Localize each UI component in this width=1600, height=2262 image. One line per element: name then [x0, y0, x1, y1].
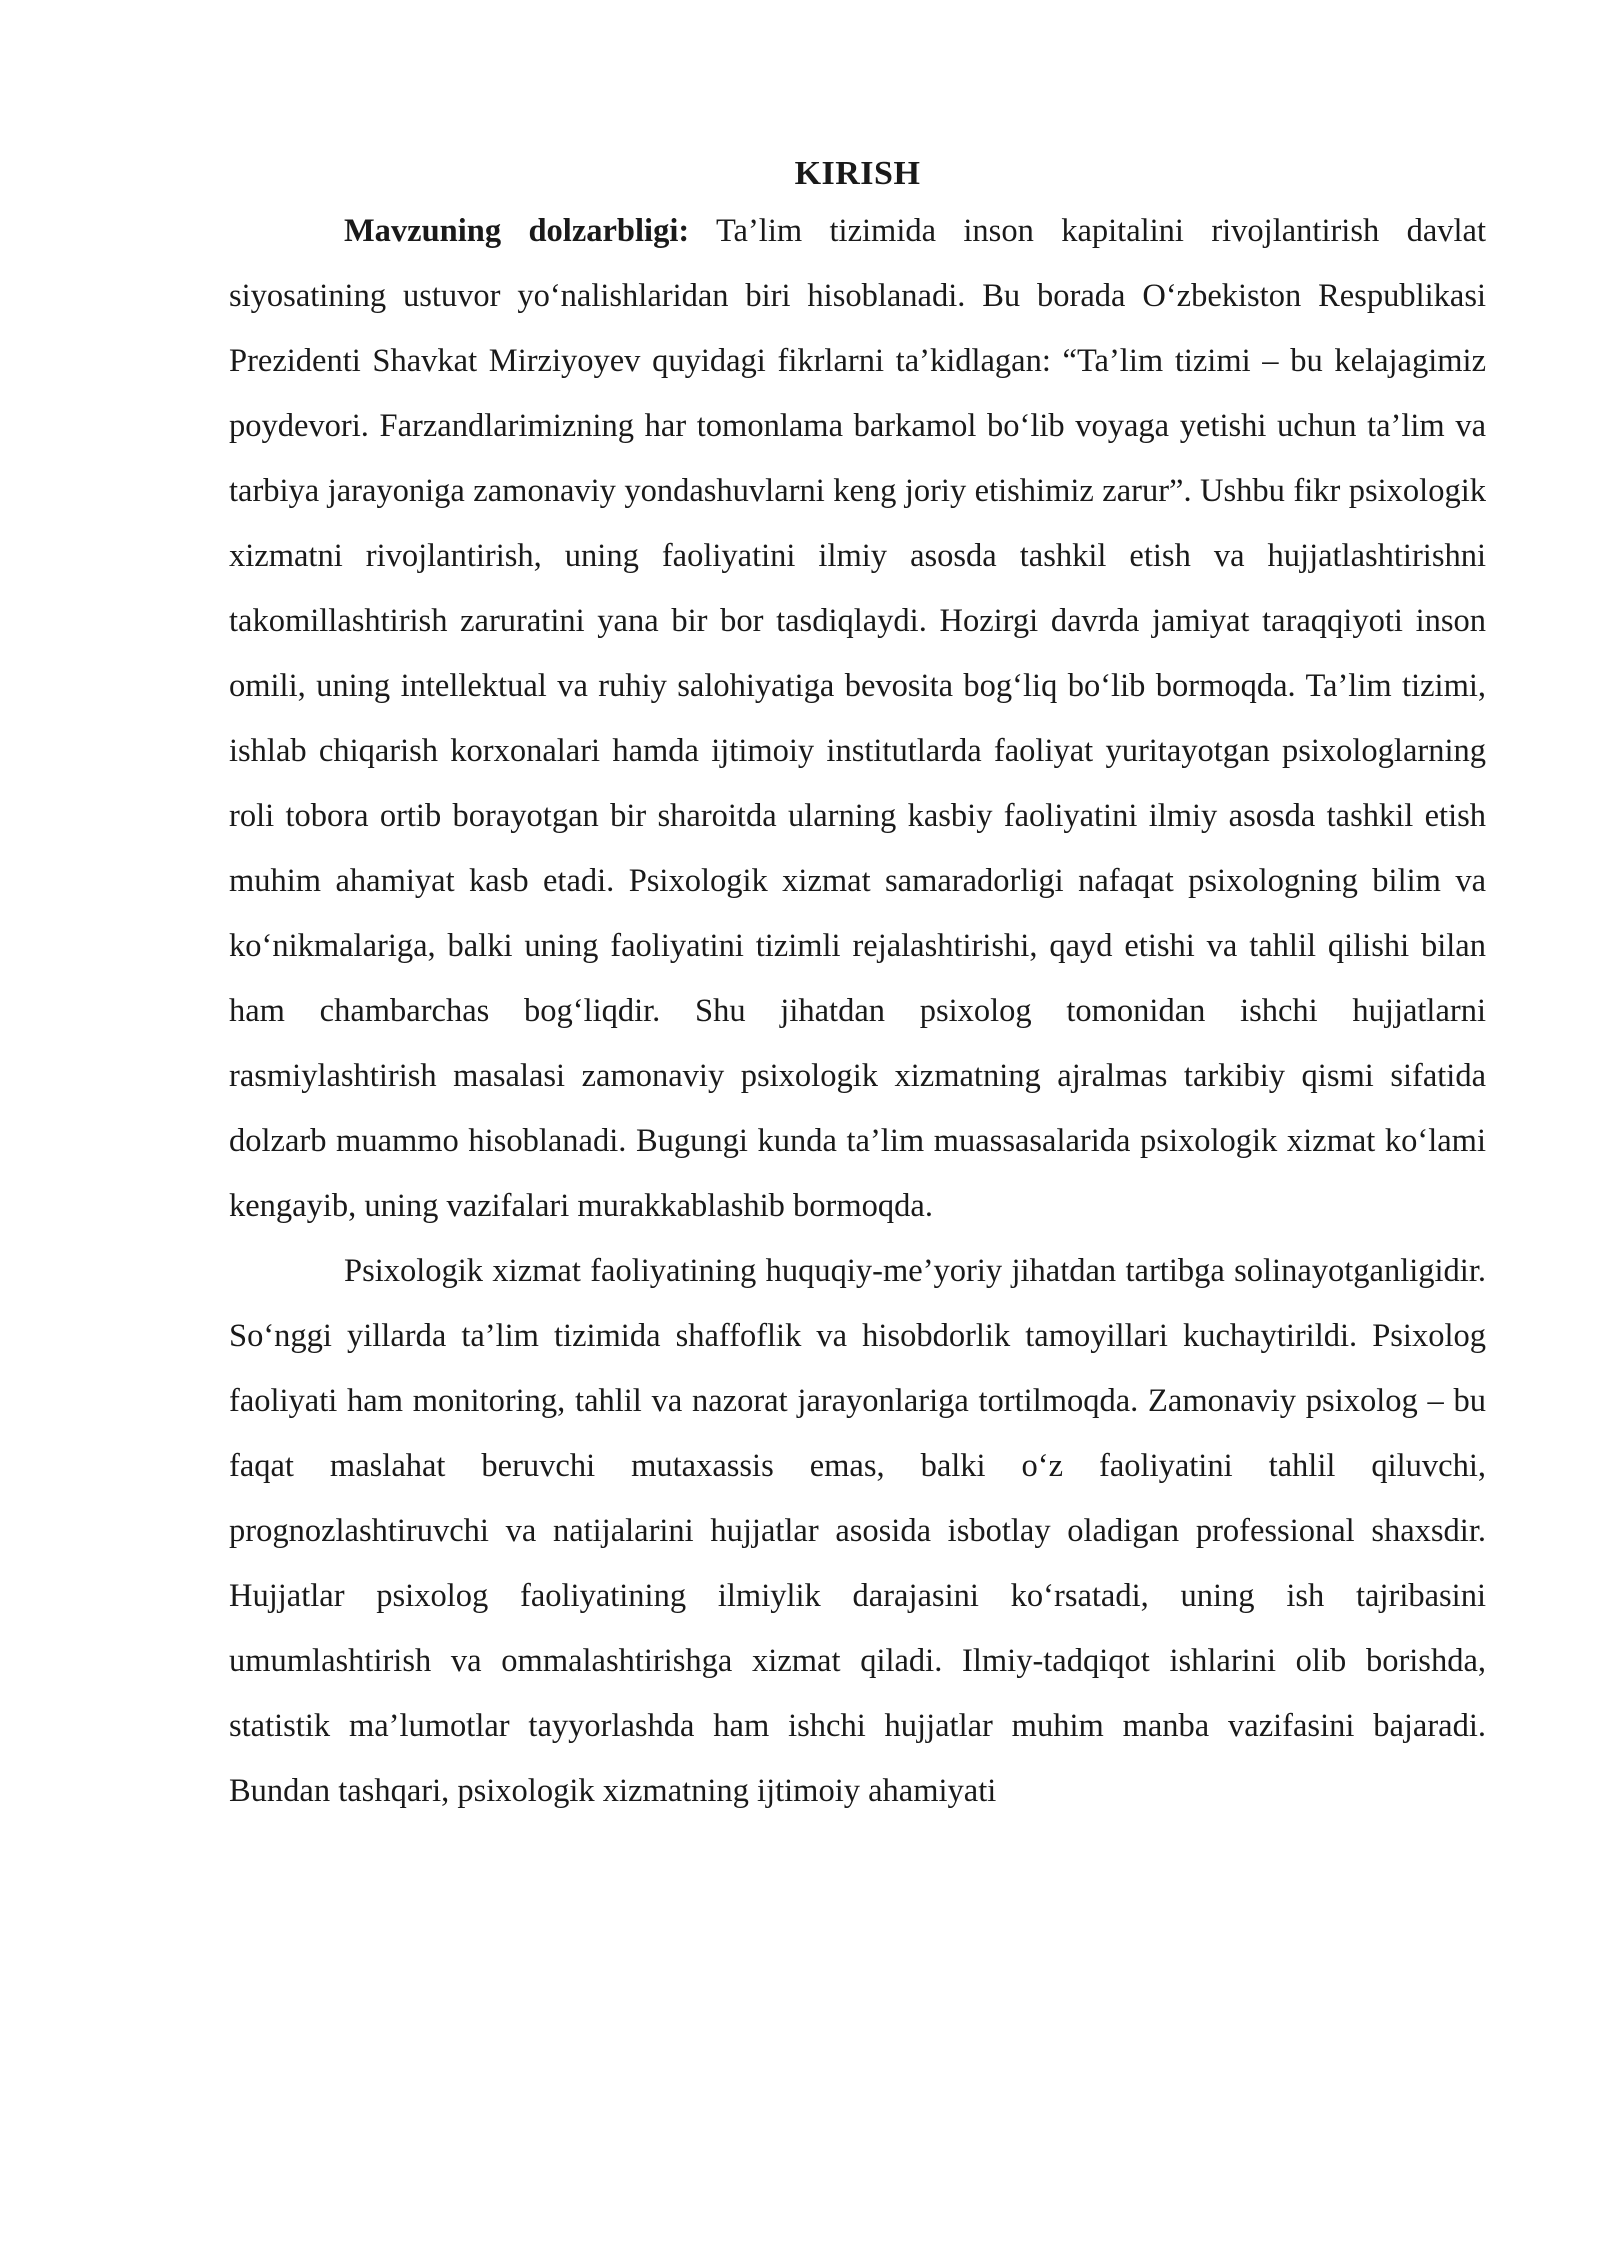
- paragraph-legal-regulation: [229, 1239, 1486, 1824]
- document-title: KIRISH: [794, 155, 921, 192]
- paragraph-text: Ta’lim tizimida inson kapitalini rivojlantirish davlat siyosatining ustuvor yo‘nalishlaridan biri hisoblanadi. Bu borada O‘zbekiston Respublikasi Prezidenti Shavkat Mirziyoyev quyidagi fikrlarni ta’kidlagan: “Ta’lim tizimi – bu kelajagimiz poydevori. Farzandlarimizning har tomonlama barkamol bo‘lib voyaga yetishi uchun ta’lim va tarbiya jarayoniga zamonaviy yondashuvlarni keng joriy etishimiz zarur”. Ushbu fikr psixologik xizmatni rivojlantirish, uning faoliyatini ilmiy asosda tashkil etish va hujjatlashtirishni takomillashtirish zaruratini yana bir bor tasdiqlaydi. Hozirgi davrda jamiyat taraqqiyoti inson omili, uning intellektual va ruhiy salohiyatiga bevosita bog‘liq bo‘lib bormoqda. Ta’lim tizimi, ishlab chiqarish korxonalari hamda ijtimoiy institutlarda faoliyat yuritayotgan psixologlarning roli tobora ortib borayotgan bir sharoitda ularning kasbiy faoliyatini ilmiy asosda tashkil etish muhim ahamiyat kasb etadi. Psixologik xizmat samaradorligi nafaqat psixologning bilim va ko‘nikmalariga, balki uning faoliyatini tizimli rejalashtirishi, qayd etishi va tahlil qilishi bilan ham chambarchas bog‘liqdir. Shu jihatdan psixolog tomonidan ishchi hujjatlarni rasmiylashtirish masalasi zamonaviy psixologik xizmatning ajralmas tarkibiy qismi sifatida dolzarb muammo hisoblanadi. Bugungi kunda ta’lim muassasalarida psixologik xizmat ko‘lami kengayib, uning vazifalari murakkablashib bormoqda.: [229, 213, 1487, 1224]
- paragraph-relevance: [229, 199, 1486, 1239]
- document-page: [229, 150, 1486, 1824]
- paragraph-text: Psixologik xizmat faoliyatining huquqiy-me’yoriy jihatdan tartibga solinayotganligidir. So‘nggi yillarda ta’lim tizimida shaffoflik va hisobdorlik tamoyillari kuchaytirildi. Psixolog faoliyati ham monitoring, tahlil va nazorat jarayonlariga tortilmoqda. Zamonaviy psixolog – bu faqat maslahat beruvchi mutaxassis emas, balki o‘z faoliyatini tahlil qiluvchi, prognozlashtiruvchi va natijalarini hujjatlar asosida isbotlay oladigan professional shaxsdir. Hujjatlar psixolog faoliyatining ilmiylik darajasini ko‘rsatadi, uning ish tajribasini umumlashtirish va ommalashtirishga xizmat qiladi. Ilmiy-tadqiqot ishlarini olib borishda, statistik ma’lumotlar tayyorlashda ham ishchi hujjatlar muhim manba vazifasini bajaradi. Bundan tashqari, psixologik xizmatning ijtimoiy ahamiyati: [229, 1253, 1486, 1809]
- paragraph-lead: Mavzuning dolzarbligi:: [344, 213, 690, 249]
